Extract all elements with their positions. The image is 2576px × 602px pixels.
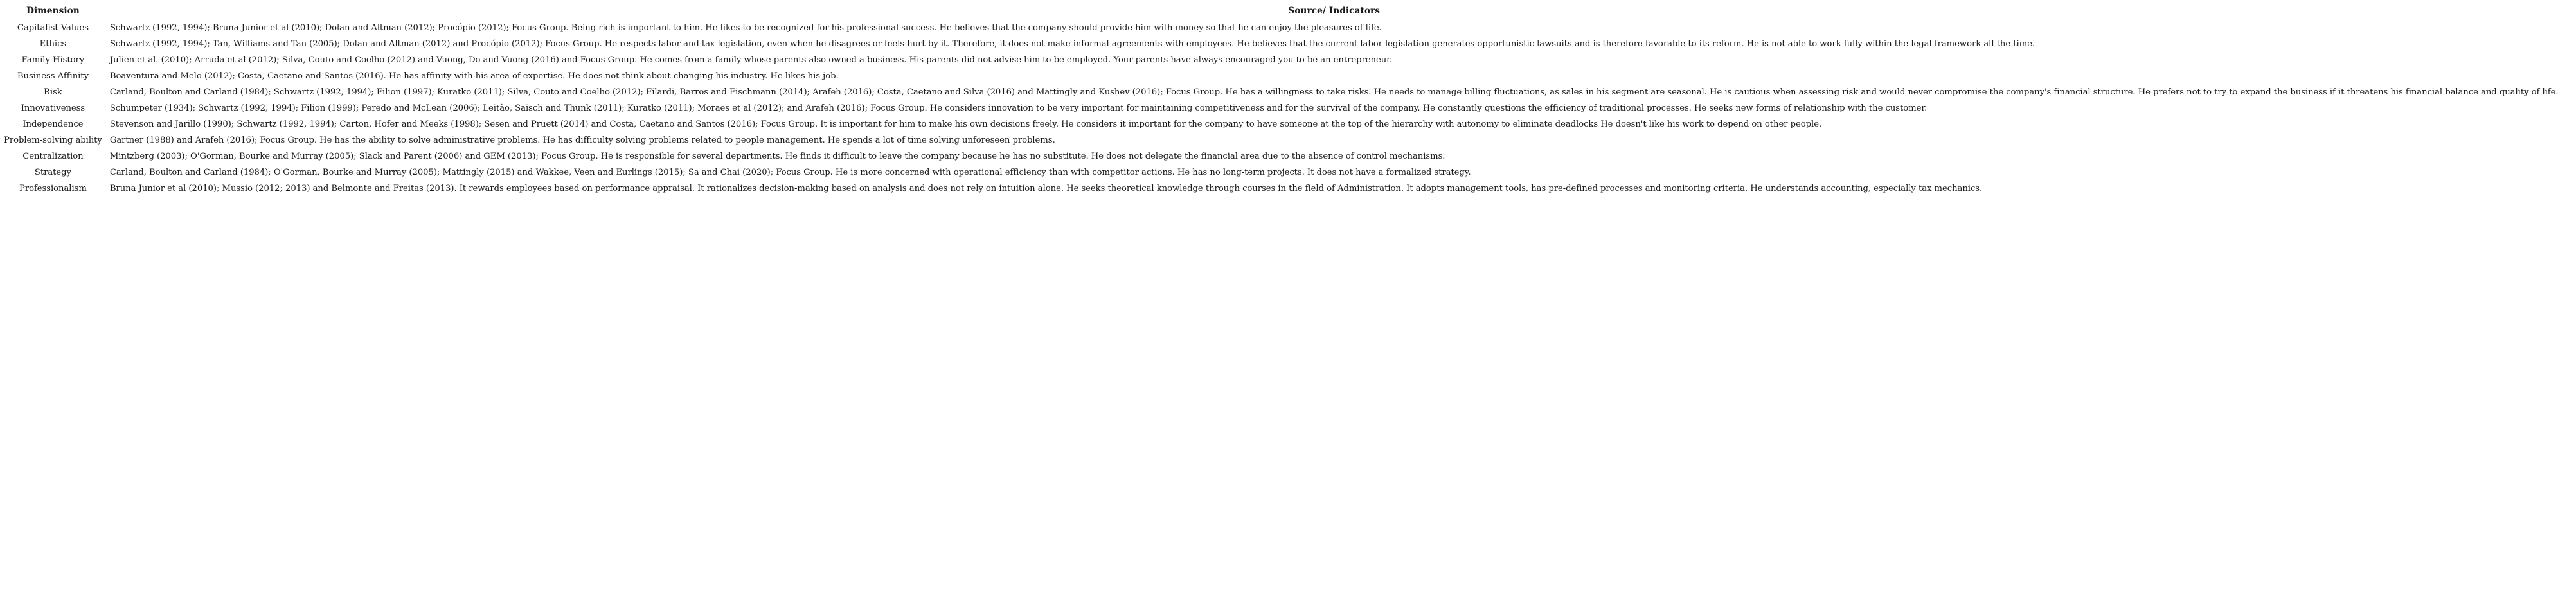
dimension-cell: Family History: [21, 55, 85, 65]
source-cell: Carland, Boulton and Carland (1984); Schwartz (1992, 1994); Filion (1997); Kuratko (2011); Silva, Couto and Coelho (2012); Filardi, Barros and Fischmann (2014); Arafeh (2016); Costa, Caetano and Silva (2016) and Mattingly and Kushev (2016); Focus Group. He has a willingness to take risks. He needs to manage billing fluctuations, as sales in his segment are seasonal. He is cautious when assessing risk and would never compromise the company's financial structure. He prefers not to try to expand the business if it threatens his financial balance and quality of life.: [109, 87, 2559, 97]
header-dimension: Dimension: [26, 6, 80, 17]
dimension-cell: Centralization: [22, 151, 84, 161]
dimension-cell: Strategy: [34, 167, 71, 177]
source-cell: Schumpeter (1934); Schwartz (1992, 1994); Filion (1999); Peredo and McLean (2006); Leitão, Saisch and Thunk (2011); Kuratko (2011); Moraes et al (2012); and Arafeh (2016); Focus Group. He considers innovation to be very important for maintaining competitiveness and for the survival of the company. He constantly questions the efficiency of traditional processes. He seeks new forms of relationship with the customer.: [109, 103, 1928, 113]
table-row: [0, 84, 2563, 100]
source-cell: Gartner (1988) and Arafeh (2016); Focus Group. He has the ability to solve administrative problems. He has difficulty solving problems related to people management. He spends a lot of time solving unforeseen problems.: [109, 135, 1055, 145]
dimension-cell: Ethics: [39, 39, 67, 49]
dimension-cell: Innovativeness: [21, 103, 85, 113]
table-row: [0, 100, 2563, 116]
header-source-indicators: Source/ Indicators: [1288, 6, 1381, 17]
table-row: [0, 148, 2563, 164]
table-row: [0, 164, 2563, 181]
dimension-cell: Risk: [44, 87, 62, 97]
source-cell: Mintzberg (2003); O'Gorman, Bourke and Murray (2005); Slack and Parent (2006) and GEM (2013); Focus Group. He is responsible for several departments. He finds it difficult to leave the company because he has no substitute. He does not delegate the financial area due to the absence of control mechanisms.: [109, 151, 1445, 161]
source-cell: Boaventura and Melo (2012); Costa, Caetano and Santos (2016). He has affinity with his area of expertise. He does not think about changing his industry. He likes his job.: [109, 71, 839, 81]
source-cell: Stevenson and Jarillo (1990); Schwartz (1992, 1994); Carton, Hofer and Meeks (1998); Sesen and Pruett (2014) and Costa, Caetano and Santos (2016); Focus Group. It is important for him to make his own decisions freely. He considers it important for the company to have someone at the top of the hierarchy with autonomy to eliminate deadlocks He doesn't like his work to depend on other people.: [109, 119, 1822, 129]
dimension-cell: Capitalist Values: [17, 22, 89, 33]
table-row: [0, 132, 2563, 148]
table-row: [0, 181, 2563, 197]
table-row: [0, 36, 2563, 52]
table-row: [0, 20, 2563, 36]
dimension-cell: Professionalism: [19, 183, 87, 193]
dimension-cell: Independence: [22, 119, 84, 129]
dimension-cell: Business Affinity: [17, 71, 89, 81]
table-row: [0, 116, 2563, 132]
source-cell: Schwartz (1992, 1994); Tan, Williams and Tan (2005); Dolan and Altman (2012) and Procópio (2012); Focus Group. He respects labor and tax legislation, even when he disagrees or feels hurt by it. Therefore, it does not make informal agreements with employees. He believes that the current labor legislation generates opportunistic lawsuits and is therefore favorable to its reform. He is not able to work fully within the legal framework all the time.: [109, 39, 2035, 49]
table-row: [0, 68, 2563, 84]
table-header-row: [0, 5, 2563, 20]
source-cell: Julien et al. (2010); Arruda et al (2012); Silva, Couto and Coelho (2012) and Vuong, Do and Vuong (2016) and Focus Group. He comes from a family whose parents also owned a business. His parents did not advise him to be employed. Your parents have always encouraged you to be an entrepreneur.: [109, 55, 1393, 65]
table-row: [0, 52, 2563, 68]
source-cell: Schwartz (1992, 1994); Bruna Junior et al (2010); Dolan and Altman (2012); Procópio (2012); Focus Group. Being rich is important to him. He likes to be recognized for his professional success. He believes that the company should provide him with money so that he can enjoy the pleasures of life.: [109, 22, 1382, 33]
dimension-cell: Problem-solving ability: [4, 135, 102, 145]
dimensions-table: [0, 5, 2563, 197]
source-cell: Bruna Junior et al (2010); Mussio (2012; 2013) and Belmonte and Freitas (2013). It rewards employees based on performance appraisal. It rationalizes decision-making based on analysis and does not rely on intuition alone. He seeks theoretical knowledge through courses in the field of Administration. It adopts management tools, has pre-defined processes and monitoring criteria. He understands accounting, especially tax mechanics.: [109, 183, 1983, 193]
source-cell: Carland, Boulton and Carland (1984); O'Gorman, Bourke and Murray (2005); Mattingly (2015) and Wakkee, Veen and Eurlings (2015); Sa and Chai (2020); Focus Group. He is more concerned with operational efficiency than with competitor actions. He has no long-term projects. It does not have a formalized strategy.: [109, 167, 1471, 177]
